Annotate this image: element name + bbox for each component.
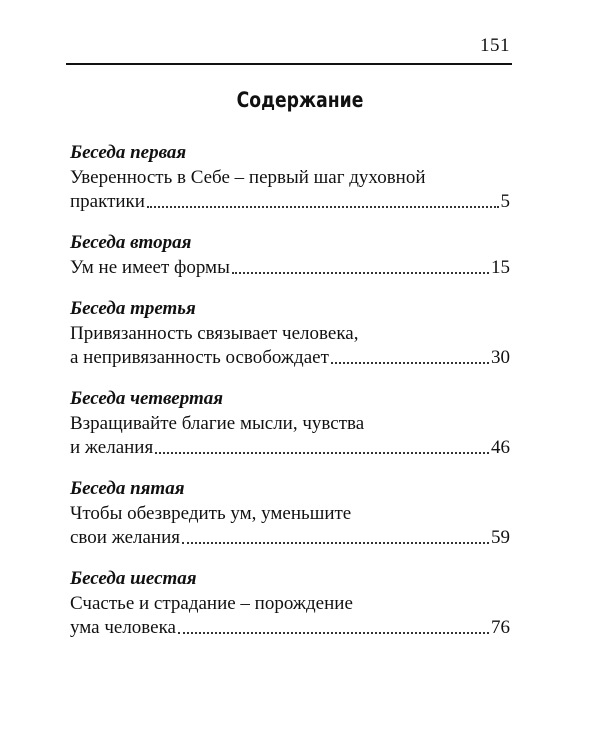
entry-title-line: Привязанность связывает человека,	[70, 323, 359, 344]
entry-heading: Беседа пятая	[70, 478, 185, 499]
entry-title-end: свои желания	[70, 527, 180, 548]
entry-title-line: Чтобы обезвредить ум, уменьшите	[70, 503, 352, 524]
entry-title-end: практики	[70, 191, 145, 212]
entry-title-end: ума человека	[70, 617, 176, 638]
page-number: 151	[480, 35, 510, 56]
entry-page-number: 46	[491, 437, 510, 458]
entry-last-line	[70, 190, 510, 214]
entry-page-number: 30	[491, 347, 510, 368]
toc-title: Содержание	[236, 88, 364, 112]
entry-heading: Беседа четвертая	[70, 388, 224, 409]
entry-title-end: а непривязанность освобождает	[70, 347, 329, 368]
entry-title-line: Счастье и страдание – порождение	[70, 593, 353, 614]
dot-leader	[331, 362, 489, 364]
entry-last-line	[70, 346, 510, 370]
toc-entry[interactable]	[70, 296, 510, 370]
entry-last-line	[70, 436, 510, 460]
entry-heading: Беседа первая	[70, 142, 187, 163]
entry-heading: Беседа шестая	[70, 568, 197, 589]
toc-entry[interactable]	[70, 140, 510, 214]
toc-entry[interactable]	[70, 386, 510, 460]
entry-title-end: и желания	[70, 437, 154, 458]
entry-page-number: 15	[491, 257, 510, 278]
entry-title-end: Ум не имеет формы	[70, 257, 230, 278]
entry-heading: Беседа вторая	[70, 232, 192, 253]
toc-entry[interactable]	[70, 476, 510, 550]
dot-leader	[147, 206, 499, 208]
toc-entry[interactable]	[70, 230, 510, 280]
dot-leader	[232, 272, 489, 274]
entry-title-line: Уверенность в Себе – первый шаг духовной	[70, 167, 426, 188]
entry-page-number: 5	[500, 191, 510, 212]
table-of-contents	[70, 140, 510, 656]
dot-leader	[155, 452, 489, 454]
toc-entry[interactable]	[70, 566, 510, 640]
entry-page-number: 76	[491, 617, 510, 638]
entry-title-line: Взращивайте благие мысли, чувства	[70, 413, 365, 434]
entry-last-line	[70, 256, 510, 280]
entry-last-line	[70, 526, 510, 550]
entry-last-line	[70, 616, 510, 640]
header-rule	[66, 63, 512, 65]
entry-page-number: 59	[491, 527, 510, 548]
dot-leader	[182, 542, 489, 544]
entry-heading: Беседа третья	[70, 298, 196, 319]
dot-leader	[178, 632, 489, 634]
